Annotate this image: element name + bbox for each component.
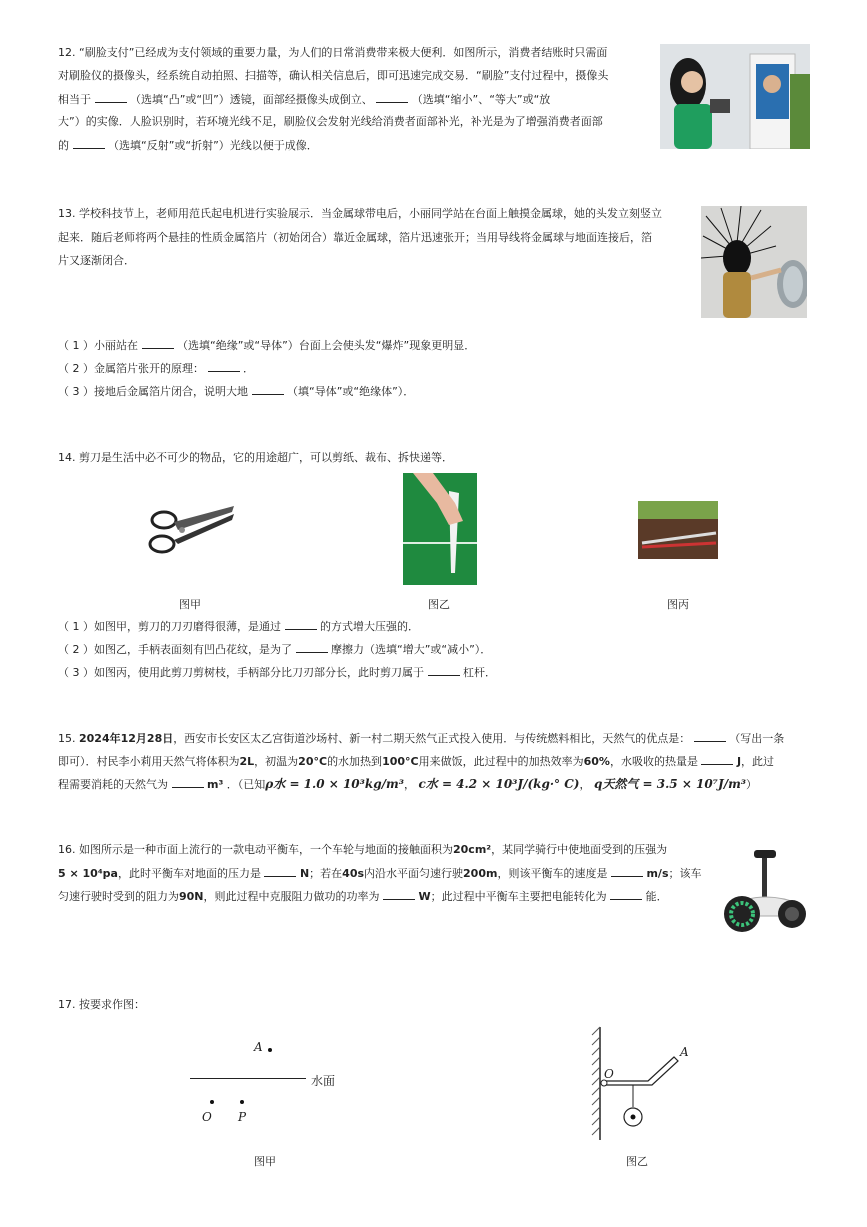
q12-line3: 相当于 （选填“凸”或“凹”）透镜，面部经摄像头成倒立、 （选填“缩小”、“等大”或“放 (58, 93, 551, 106)
scissor-handle-photo (403, 473, 477, 585)
answer-blank[interactable] (611, 866, 643, 877)
answer-blank[interactable] (95, 92, 127, 103)
q15-line3: 程需要消耗的天然气为 m³ ．（已知ρ水 = 1.0 × 10³kg/m³， c水 = 4.2 × 10³J/(kg·° C)， q天然气 = 3.5 × 10⁷J/m³） (58, 777, 758, 791)
fig17-caption-yi: 图乙 (626, 1155, 648, 1168)
answer-blank[interactable] (208, 361, 240, 372)
fig-caption-yi: 图乙 (428, 598, 450, 611)
pivot-o-label: O (604, 1067, 614, 1081)
figure-jia (180, 1030, 360, 1140)
water-surface-label: 水面 (311, 1074, 336, 1088)
answer-blank[interactable] (428, 665, 460, 676)
answer-blank[interactable] (376, 92, 408, 103)
q14-sub1: （ 1 ）如图甲，剪刀的刀刃磨得很薄，是通过 的方式增大压强的． (58, 620, 419, 633)
q16-line1: 16. 如图所示是一种市面上流行的一款电动平衡车，一个车轮与地面的接触面积为20cm²，某同学骑行中使地面受到的压强为 (58, 843, 668, 856)
q16-line2: 5 × 10⁴pa，此时平衡车对地面的压力是 N；若在40s内沿水平面匀速行驶200m，则该平衡车的速度是 m/s；该车 (58, 867, 702, 880)
point-p-label: P (238, 1110, 247, 1124)
q14-intro: 14. 剪刀是生活中必不可少的物品，它的用途超广，可以剪纸、裁布、拆快递等． (58, 451, 453, 464)
q13-sub1: （ 1 ）小丽站在 （选填“绝缘”或“导体”）台面上会使头发“爆炸”现象更明显． (58, 339, 476, 352)
answer-blank[interactable] (383, 889, 415, 900)
q13-line2: 起来．随后老师将两个悬挂的性质金属箔片（初始闭合）靠近金属球，箔片迅速张开；当用导线将金属球与地面连接后，箔 (58, 231, 652, 244)
answer-blank[interactable] (73, 138, 105, 149)
q16-line3: 匀速行驶时受到的阻力为90N，则此过程中克服阻力做功的功率为 W；此过程中平衡车主要把电能转化为 能． (58, 890, 668, 903)
point-a (268, 1048, 272, 1052)
answer-blank[interactable] (694, 731, 726, 742)
answer-blank[interactable] (142, 338, 174, 349)
answer-blank[interactable] (610, 889, 642, 900)
face-payment-photo (660, 44, 810, 149)
fig-caption-jia: 图甲 (179, 598, 201, 611)
fig17-caption-jia: 图甲 (254, 1155, 276, 1168)
answer-blank[interactable] (285, 619, 317, 630)
point-p (240, 1100, 244, 1104)
static-hair-photo (701, 206, 807, 318)
q12-line2: 对刷脸仪的摄像头，经系统自动拍照、扫描等，确认相关信息后，即可迅速完成交易．“刷脸”支付过程中，摄像头 (58, 69, 609, 82)
balance-scooter-image (720, 842, 810, 936)
q14-sub2: （ 2 ）如图乙，手柄表面刻有凹凸花纹，是为了 摩擦力（选填“增大”或“减小”）． (58, 643, 492, 656)
answer-blank[interactable] (264, 866, 296, 877)
scissors-illustration (146, 500, 238, 560)
answer-blank[interactable] (252, 384, 284, 395)
answer-blank[interactable] (172, 777, 204, 788)
point-a-label: A (254, 1040, 263, 1054)
answer-blank[interactable] (296, 642, 328, 653)
q14-sub3: （ 3 ）如图丙，使用此剪刀剪树枝，手柄部分比刀刃部分长，此时剪刀属于 杠杆． (58, 666, 496, 679)
answer-blank[interactable] (701, 754, 733, 765)
figure-yi (588, 1025, 698, 1145)
point-o-label: O (202, 1110, 212, 1124)
q13-line3: 片又逐渐闭合． (58, 254, 135, 267)
q13-sub2: （ 2 ）金属箔片张开的原理： ． (58, 362, 254, 375)
fig-caption-bing: 图丙 (667, 598, 689, 611)
end-a-label: A (680, 1045, 689, 1059)
q13-line1: 13. 学校科技节上，老师用范氏起电机进行实验展示．当金属球带电后，小丽同学站在台面上触摸金属球，她的头发立刻竖立 (58, 207, 662, 220)
q12-line1: 12. “刷脸支付”已经成为支付领域的重要力量，为人们的日常消费带来极大便利．如图所示，消费者结账时只需面 (58, 46, 608, 59)
q15-line1: 15. 2024年12月28日，西安市长安区太乙宫街道沙场村、新一村二期天然气正式投入使用．与传统燃料相比，天然气的优点是： （写出一条 (58, 732, 785, 745)
q13-sub3: （ 3 ）接地后金属箔片闭合，说明大地 （填“导体”或“绝缘体”）． (58, 385, 415, 398)
point-o (210, 1100, 214, 1104)
pruning-photo (638, 501, 718, 559)
q15-line2: 即可）．村民李小莉用天然气将体积为2L，初温为20°C的水加热到100°C用来做饭，此过程中的加热效率为60%，水吸收的热量是 J，此过 (58, 755, 775, 768)
q17-intro: 17. 按要求作图： (58, 998, 145, 1011)
water-surface-line (190, 1078, 306, 1079)
q12-line5: 的 （选填“反射”或“折射”）光线以便于成像． (58, 139, 318, 152)
q12-line4: 大”）的实像．人脸识别时，若环境光线不足，刷脸仪会发射光线给消费者面部补光，补光是为了增强消费者面部 (58, 115, 603, 128)
